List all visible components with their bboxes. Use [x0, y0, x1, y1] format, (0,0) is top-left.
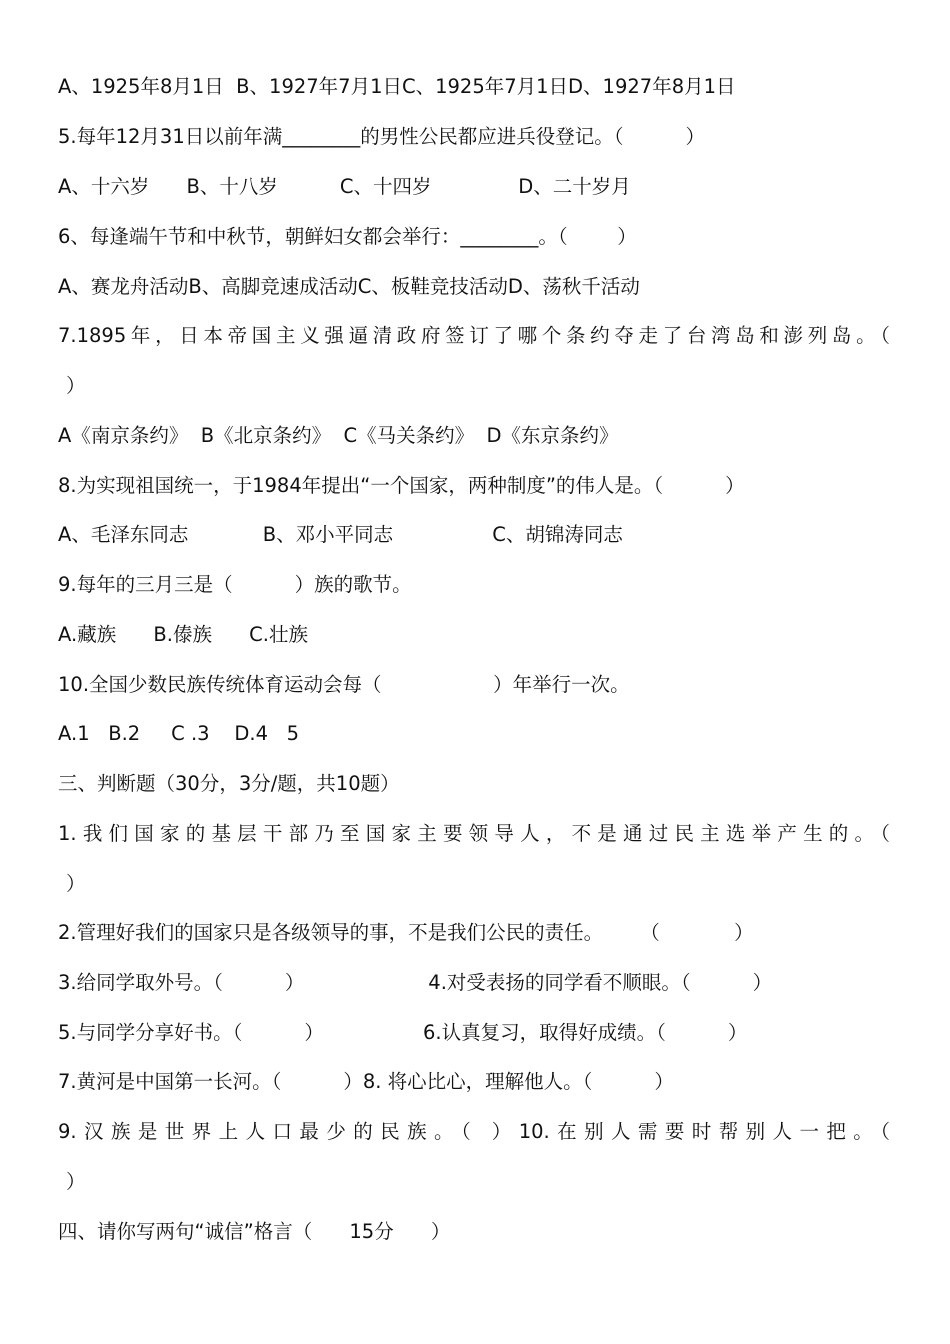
judge-5-6: 5.与同学分享好书。（ ） 6.认真复习，取得好成绩。（ ）	[58, 1021, 748, 1044]
judge-1: 1.我们国家的基层干部乃至国家主要领导人，不是通过民主选举产生的。（	[58, 822, 890, 845]
q7-question-continued: ）	[66, 374, 86, 397]
judge-3-4: 3.给同学取外号。（ ） 4.对受表扬的同学看不顺眼。（ ）	[58, 971, 773, 994]
q9-options: A.藏族 B.傣族 C.壮族	[58, 623, 308, 646]
q5-options: A、十六岁 B、十八岁 C、十四岁 D、二十岁月	[58, 175, 631, 198]
q7-question: 7.1895年，日本帝国主义强逼清政府签订了哪个条约夺走了台湾岛和澎列岛。（	[58, 324, 890, 347]
q10-question: 10.全国少数民族传统体育运动会每（ ）年举行一次。	[58, 673, 630, 696]
q8-options: A、毛泽东同志 B、邓小平同志 C、胡锦涛同志	[58, 523, 623, 546]
judge-7-8: 7.黄河是中国第一长河。（ ）8. 将心比心，理解他人。（ ）	[58, 1070, 674, 1093]
judge-10-continued: ）	[66, 1170, 86, 1193]
section-4-heading: 四、请你写两句“诚信”格言（ 15分 ）	[58, 1220, 451, 1243]
q10-options: A.1 B.2 C .3 D.4 5	[58, 722, 300, 745]
q9-question: 9.每年的三月三是（ ）族的歌节。	[58, 573, 412, 596]
q6-options: A、赛龙舟活动B、高脚竞速成活动C、板鞋竞技活动D、荡秋千活动	[58, 275, 640, 298]
judge-1-continued: ）	[66, 872, 86, 895]
section-3-heading: 三、判断题（30分，3分/题，共10题）	[58, 772, 400, 795]
q6-question: 6、每逢端午节和中秋节，朝鲜妇女都会举行：________。（ ）	[58, 225, 637, 248]
q7-options: A《南京条约》 B《北京条约》 C《马关条约》 D《东京条约》	[58, 424, 619, 447]
judge-9-10: 9.汉族是世界上人口最少的民族。（ ）10.在别人需要时帮别人一把。（	[58, 1120, 890, 1143]
q8-question: 8.为实现祖国统一，于1984年提出“一个国家，两种制度”的伟人是。（ ）	[58, 474, 745, 497]
q5-question: 5.每年12月31日以前年满________的男性公民都应进兵役登记。（ ）	[58, 125, 705, 148]
judge-2: 2.管理好我们的国家只是各级领导的事，不是我们公民的责任。 （ ）	[58, 921, 754, 944]
q4-options: A、1925年8月1日 B、1927年7月1日C、1925年7月1日D、1927年8月1日	[58, 75, 736, 98]
